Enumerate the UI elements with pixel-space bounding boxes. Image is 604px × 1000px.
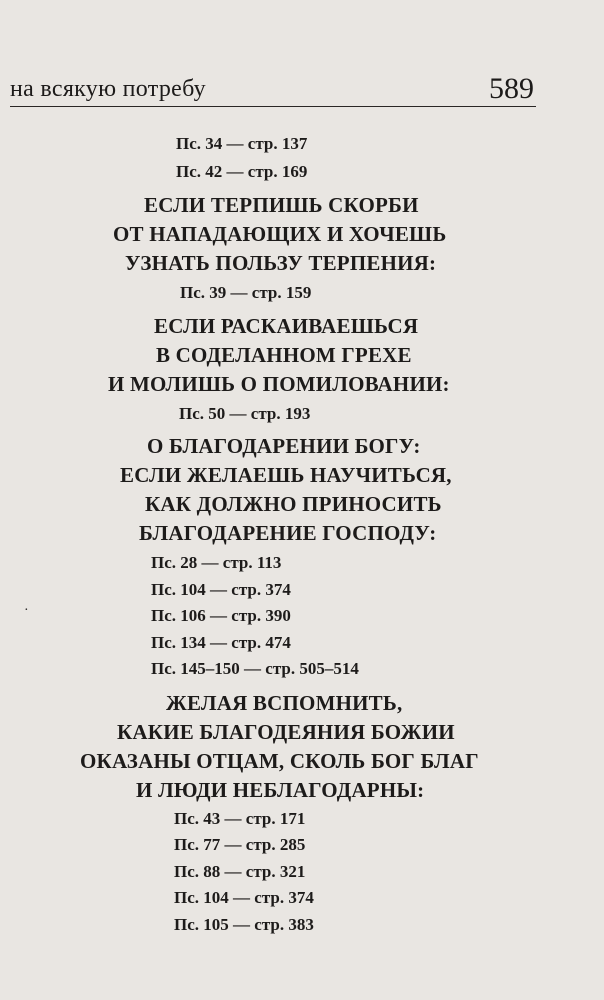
psalm-reference: Пс. 134 — стр. 474 <box>151 633 291 652</box>
section-heading-line: ЖЕЛАЯ ВСПОМНИТЬ, <box>166 691 403 715</box>
psalm-reference: Пс. 50 — стр. 193 <box>179 404 311 423</box>
section-heading-line: ЕСЛИ ТЕРПИШЬ СКОРБИ <box>144 193 419 217</box>
psalm-reference: Пс. 42 — стр. 169 <box>176 162 308 181</box>
section-heading-line: ЕСЛИ ЖЕЛАЕШЬ НАУЧИТЬСЯ, <box>120 463 452 487</box>
psalm-reference: Пс. 88 — стр. 321 <box>174 862 306 881</box>
psalm-reference: Пс. 145–150 — стр. 505–514 <box>151 659 359 678</box>
psalm-reference: Пс. 28 — стр. 113 <box>151 553 282 572</box>
psalm-reference: Пс. 43 — стр. 171 <box>174 809 306 828</box>
section-heading-line: КАК ДОЛЖНО ПРИНОСИТЬ <box>145 492 442 516</box>
psalm-reference: Пс. 106 — стр. 390 <box>151 606 291 625</box>
running-title: на всякую потребу <box>10 76 206 102</box>
section-heading-line: О БЛАГОДАРЕНИИ БОГУ: <box>147 434 421 458</box>
psalm-reference: Пс. 77 — стр. 285 <box>174 835 306 854</box>
section-heading-line: ОКАЗАНЫ ОТЦАМ, СКОЛЬ БОГ БЛАГ <box>80 749 479 773</box>
psalm-reference: Пс. 39 — стр. 159 <box>180 283 312 302</box>
section-heading-line: УЗНАТЬ ПОЛЬЗУ ТЕРПЕНИЯ: <box>125 251 437 275</box>
page-number: 589 <box>489 72 534 105</box>
section-heading-line: ЕСЛИ РАСКАИВАЕШЬСЯ <box>154 314 419 338</box>
section-heading-line: И ЛЮДИ НЕБЛАГОДАРНЫ: <box>136 778 425 802</box>
page-header <box>10 72 536 107</box>
print-speck: · <box>24 603 29 618</box>
section-heading-line: В СОДЕЛАННОМ ГРЕХЕ <box>156 343 412 367</box>
psalm-reference: Пс. 34 — стр. 137 <box>176 134 308 153</box>
section-heading-line: БЛАГОДАРЕНИЕ ГОСПОДУ: <box>139 521 437 545</box>
section-heading-line: КАКИЕ БЛАГОДЕЯНИЯ БОЖИИ <box>117 720 455 744</box>
psalm-reference: Пс. 105 — стр. 383 <box>174 915 314 934</box>
section-heading-line: И МОЛИШЬ О ПОМИЛОВАНИИ: <box>108 372 450 396</box>
psalm-reference: Пс. 104 — стр. 374 <box>174 888 314 907</box>
psalm-reference: Пс. 104 — стр. 374 <box>151 580 291 599</box>
section-heading-line: ОТ НАПАДАЮЩИХ И ХОЧЕШЬ <box>113 222 447 246</box>
